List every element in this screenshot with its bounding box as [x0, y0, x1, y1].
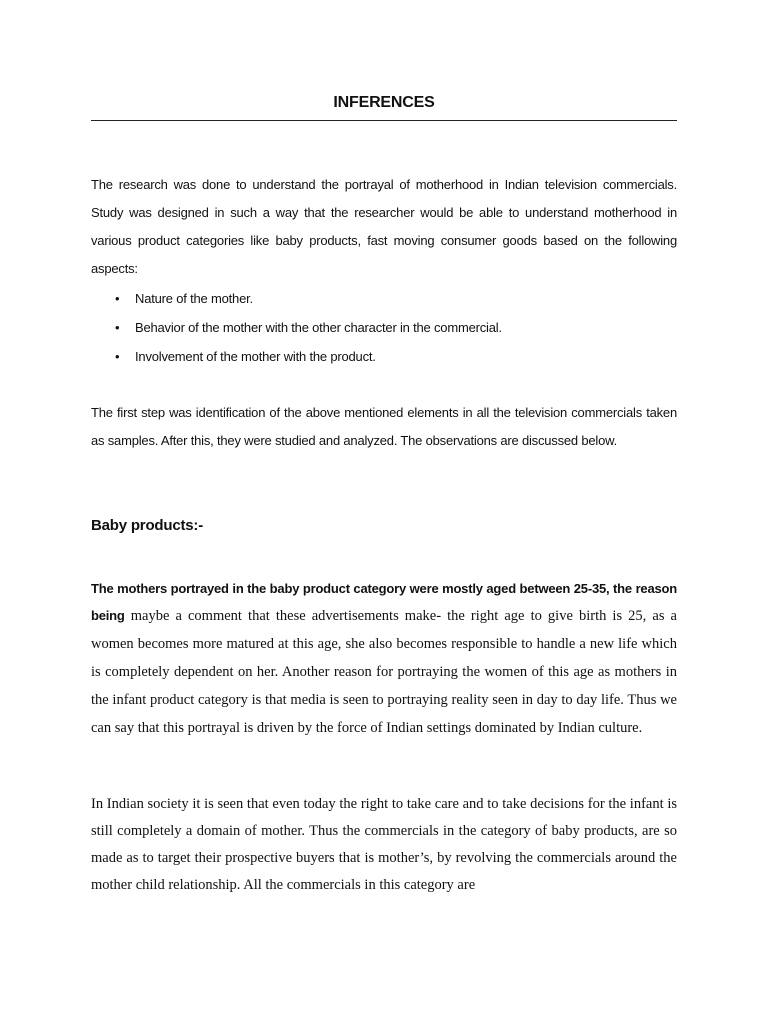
baby-products-paragraph — [91, 575, 677, 742]
list-item — [91, 284, 677, 313]
paragraph-body-text: maybe a comment that these advertisements make- the right age to give birth is 25, as a women becomes more matured at this age, she also becomes responsible to handle a new life which is completely dependent on her. Another reason for portraying the women of this age as mothers in the infant product category is that media is seen to portraying reality seen in day to day life. Thus we can say that this portrayal is driven by the force of Indian settings dominated by Indian culture. — [91, 608, 677, 736]
section-heading: Baby products:- — [91, 517, 204, 534]
list-item — [91, 342, 677, 371]
intro-paragraph: The research was done to understand the portrayal of motherhood in Indian television commercials. Study was designed in such a way that the researcher would be able to understand motherhood in various product categories like baby products, fast moving consumer goods based on the following aspects: — [91, 177, 677, 276]
aspects-list — [91, 284, 677, 371]
title-underline — [91, 120, 677, 121]
paragraph-lead-text: The mothers portrayed in the baby product category were mostly aged between 25-35, the reason being — [91, 581, 677, 623]
bullet-icon: • — [115, 320, 120, 335]
page-title: INFERENCES — [333, 94, 435, 111]
method-paragraph: The first step was identification of the above mentioned elements in all the television commercials taken as samples. After this, they were studied and analyzed. The observations are discussed below. — [91, 405, 677, 448]
society-paragraph: In Indian society it is seen that even today the right to take care and to take decisions for the infant is still completely a domain of mother. Thus the commercials in the category of baby products, are so made as to target their prospective buyers that is mother’s, by revolving the commercials around the mother child relationship. All the commercials in this category are — [91, 796, 677, 893]
list-item-text: Behavior of the mother with the other character in the commercial. — [135, 320, 502, 335]
list-item-text: Nature of the mother. — [135, 291, 253, 306]
bullet-icon: • — [115, 349, 120, 364]
list-item-text: Involvement of the mother with the product. — [135, 349, 376, 364]
bullet-icon: • — [115, 291, 120, 306]
list-item — [91, 313, 677, 342]
